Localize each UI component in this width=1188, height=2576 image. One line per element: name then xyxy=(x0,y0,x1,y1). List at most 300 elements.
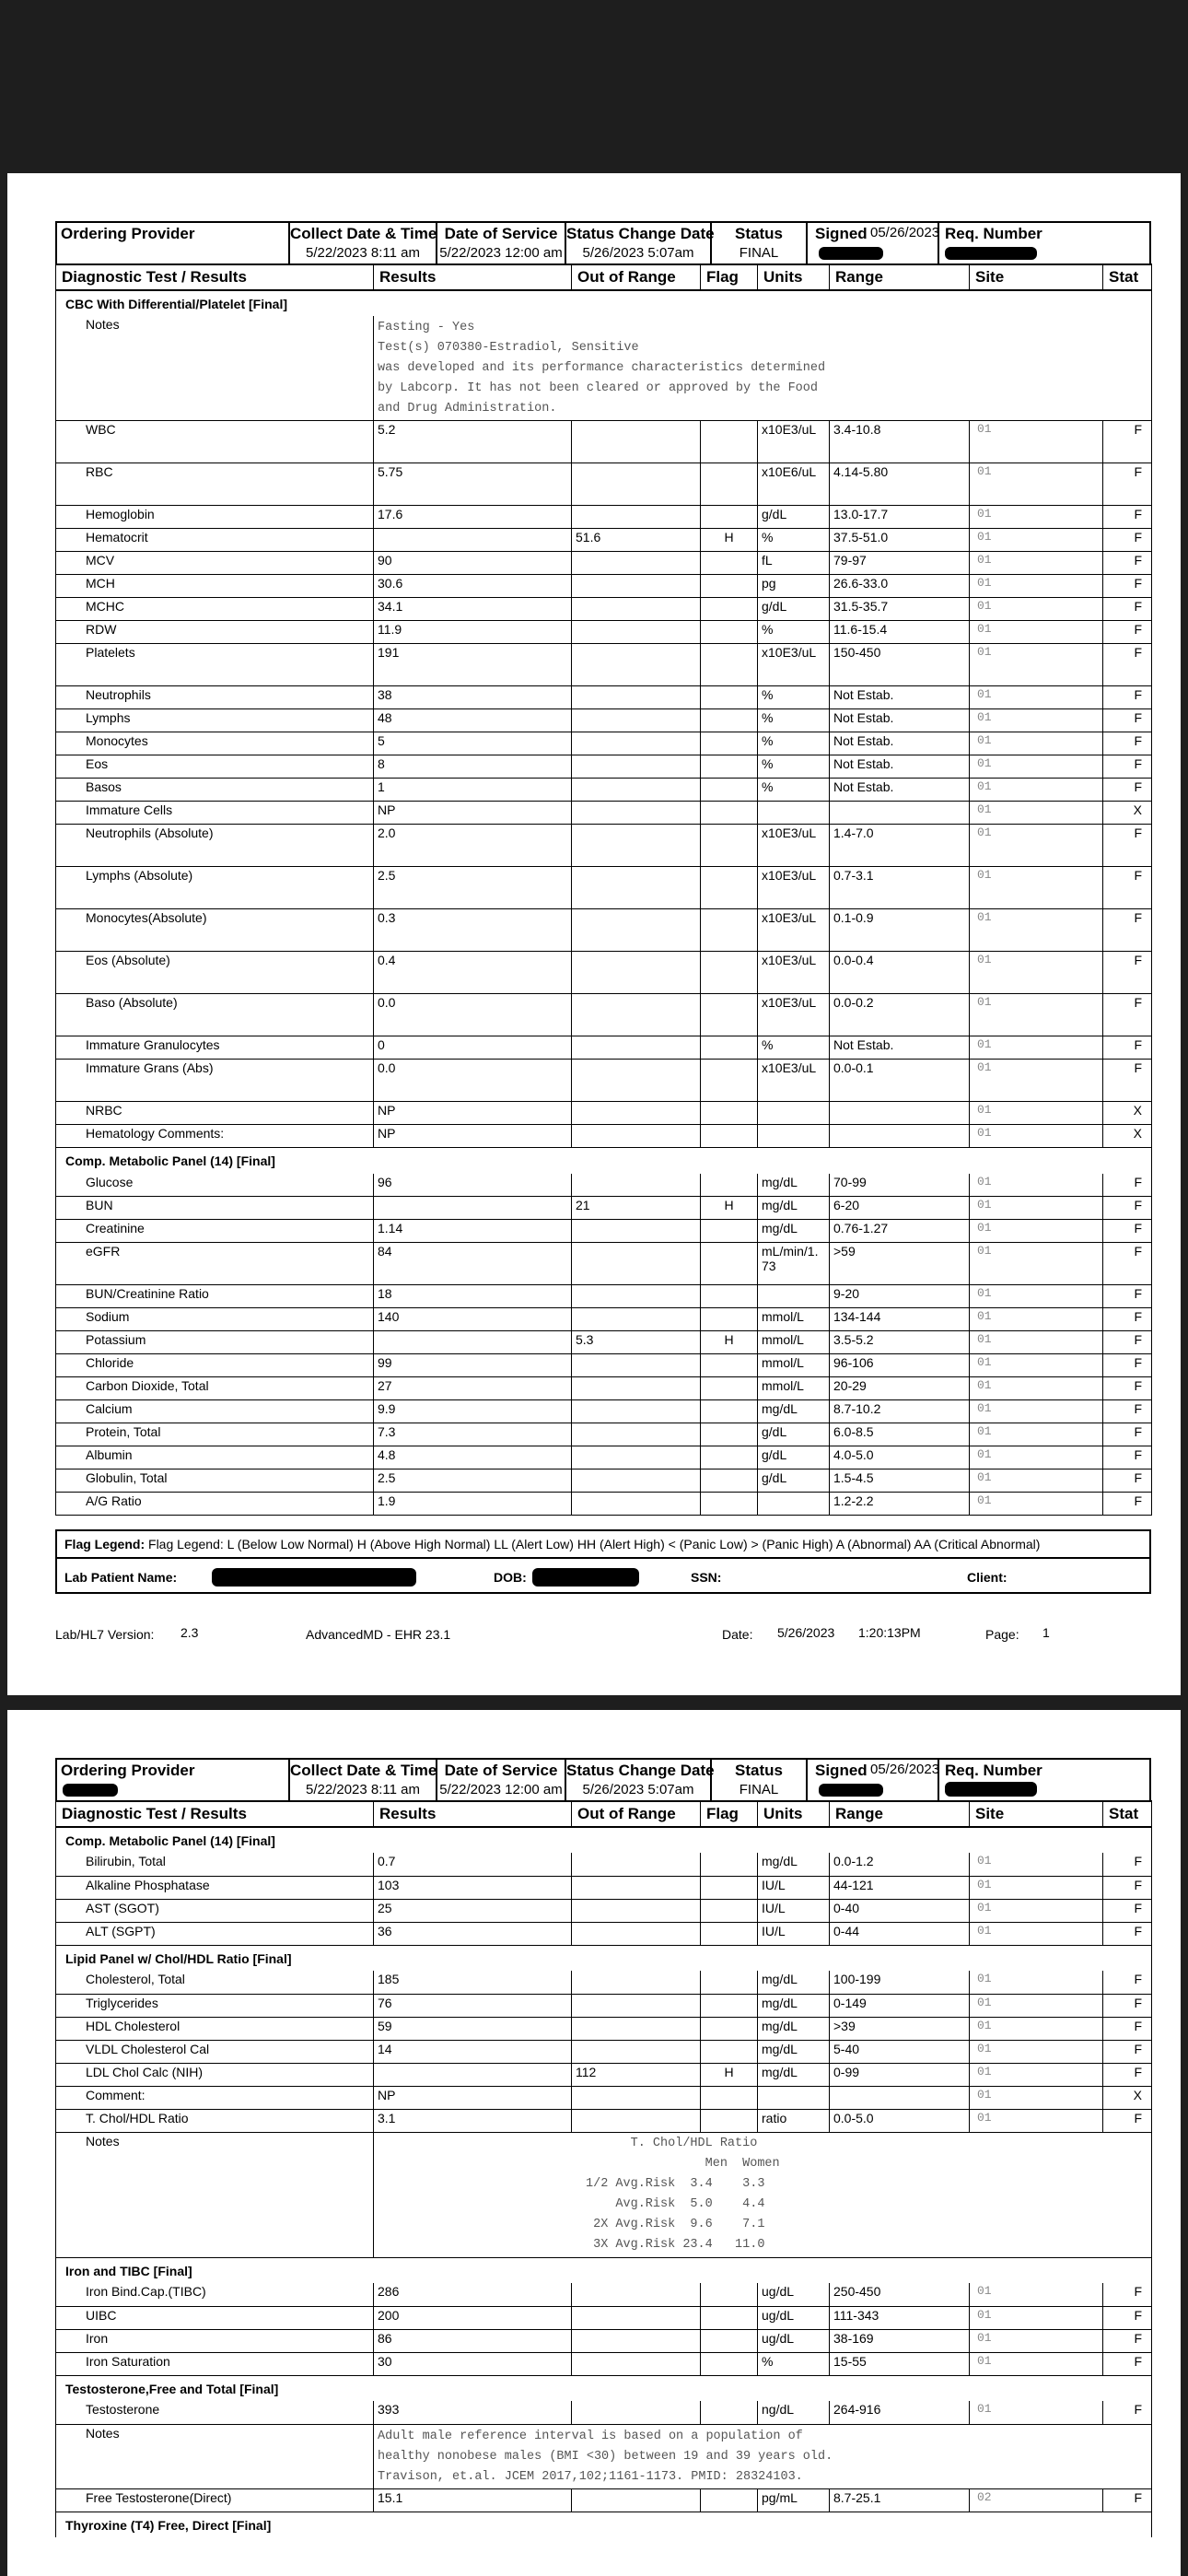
out-of-range-value xyxy=(572,779,701,802)
flag-value xyxy=(701,1922,758,1945)
flag-value xyxy=(701,1285,758,1308)
notes-text: Adult male reference interval is based on a population of healthy nonobese males (BMI <30) between 19 and 39 years old. Travison, et.al. JCEM 2017,102;1161-1173. PMID: 28324103. xyxy=(374,2424,1152,2488)
reference-range: 3.4-10.8 xyxy=(830,421,970,463)
site-code: 01 xyxy=(970,867,1103,909)
collect-date-cell xyxy=(290,1760,437,1800)
result-row xyxy=(56,2017,1152,2040)
site-code: 01 xyxy=(970,1400,1103,1423)
units-value: % xyxy=(758,755,830,779)
notes-row xyxy=(56,316,1152,421)
stat-code: F xyxy=(1103,2063,1152,2086)
flag-value xyxy=(701,994,758,1036)
reference-range xyxy=(830,2086,970,2109)
test-name: Testosterone xyxy=(56,2401,374,2424)
test-name: Iron xyxy=(56,2329,374,2352)
units-value: mg/dL xyxy=(758,1853,830,1876)
out-of-range-value xyxy=(572,825,701,867)
site-code: 01 xyxy=(970,2329,1103,2352)
out-of-range-value xyxy=(572,1174,701,1197)
redacted-req-number xyxy=(945,1782,1037,1797)
reference-range: Not Estab. xyxy=(830,732,970,755)
result-row xyxy=(56,1243,1152,1285)
stat-code: F xyxy=(1103,1285,1152,1308)
reference-range: 0.0-0.2 xyxy=(830,994,970,1036)
collect-date-label: Collect Date & Time xyxy=(290,225,437,242)
result-row xyxy=(56,1125,1152,1148)
section-title: CBC With Differential/Platelet [Final] xyxy=(56,290,1152,316)
result-value: 7.3 xyxy=(374,1423,572,1446)
result-row xyxy=(56,2329,1152,2352)
result-value: 185 xyxy=(374,1971,572,1994)
flag-value xyxy=(701,732,758,755)
section-header xyxy=(56,1827,1152,1853)
result-value: 1 xyxy=(374,779,572,802)
flag-value xyxy=(701,1493,758,1516)
units-value xyxy=(758,1285,830,1308)
result-row xyxy=(56,2040,1152,2063)
results-table xyxy=(55,263,1152,1516)
out-of-range-value xyxy=(572,1060,701,1102)
result-row xyxy=(56,1308,1152,1331)
result-value: 393 xyxy=(374,2401,572,2424)
reference-range: 9-20 xyxy=(830,1285,970,1308)
result-row xyxy=(56,1423,1152,1446)
site-code: 01 xyxy=(970,463,1103,506)
service-date-value: 5/22/2023 12:00 am xyxy=(439,1782,563,1797)
site-code: 01 xyxy=(970,621,1103,644)
out-of-range-value xyxy=(572,2401,701,2424)
results-table xyxy=(55,1800,1152,2537)
col-site: Site xyxy=(970,264,1103,290)
result-row xyxy=(56,909,1152,952)
test-name: MCV xyxy=(56,552,374,575)
units-value: mg/dL xyxy=(758,1174,830,1197)
result-value: 30.6 xyxy=(374,575,572,598)
out-of-range-value xyxy=(572,2306,701,2329)
result-row xyxy=(56,1285,1152,1308)
reference-range: 13.0-17.7 xyxy=(830,506,970,529)
test-name: VLDL Cholesterol Cal xyxy=(56,2040,374,2063)
result-row xyxy=(56,1354,1152,1377)
reference-range: 8.7-10.2 xyxy=(830,1400,970,1423)
out-of-range-value xyxy=(572,686,701,709)
reference-range: 6.0-8.5 xyxy=(830,1423,970,1446)
reference-range xyxy=(830,802,970,825)
out-of-range-value xyxy=(572,598,701,621)
notes-label: Notes xyxy=(56,2132,374,2257)
site-code: 01 xyxy=(970,755,1103,779)
reference-range: 70-99 xyxy=(830,1174,970,1197)
col-out-of-range: Out of Range xyxy=(572,264,701,290)
flag-value xyxy=(701,552,758,575)
out-of-range-value xyxy=(572,2086,701,2109)
out-of-range-value xyxy=(572,552,701,575)
section-header xyxy=(56,2512,1152,2537)
site-code: 01 xyxy=(970,1102,1103,1125)
units-value: x10E3/uL xyxy=(758,952,830,994)
units-value: ratio xyxy=(758,2109,830,2132)
result-row xyxy=(56,1377,1152,1400)
col-flag: Flag xyxy=(701,1801,758,1827)
report-header xyxy=(55,221,1151,265)
result-value: 86 xyxy=(374,2329,572,2352)
test-name: Calcium xyxy=(56,1400,374,1423)
flag-value xyxy=(701,2283,758,2306)
site-code: 01 xyxy=(970,575,1103,598)
col-range: Range xyxy=(830,1801,970,1827)
out-of-range-value xyxy=(572,2283,701,2306)
test-name: NRBC xyxy=(56,1102,374,1125)
print-date-value: 5/26/2023 xyxy=(777,1625,835,1640)
result-row xyxy=(56,575,1152,598)
units-value: IU/L xyxy=(758,1876,830,1899)
test-name: Glucose xyxy=(56,1174,374,1197)
result-value: 14 xyxy=(374,2040,572,2063)
site-code: 01 xyxy=(970,2109,1103,2132)
reference-range: 20-29 xyxy=(830,1377,970,1400)
reference-range: 0-44 xyxy=(830,1922,970,1945)
column-header-row xyxy=(56,264,1152,290)
result-row xyxy=(56,994,1152,1036)
site-code: 01 xyxy=(970,686,1103,709)
stat-code: F xyxy=(1103,909,1152,952)
site-code: 01 xyxy=(970,2063,1103,2086)
reference-range: Not Estab. xyxy=(830,1036,970,1060)
flag-value: H xyxy=(701,1197,758,1220)
site-code: 01 xyxy=(970,1971,1103,1994)
reference-range: 0.76-1.27 xyxy=(830,1220,970,1243)
notes-row xyxy=(56,2424,1152,2488)
stat-code: F xyxy=(1103,2401,1152,2424)
out-of-range-value xyxy=(572,1899,701,1922)
result-value: 0.4 xyxy=(374,952,572,994)
flag-value xyxy=(701,1377,758,1400)
test-name: RDW xyxy=(56,621,374,644)
reference-range: 8.7-25.1 xyxy=(830,2488,970,2512)
stat-code: F xyxy=(1103,2109,1152,2132)
status-change-value: 5/26/2023 5:07am xyxy=(582,1782,694,1797)
units-value: mg/dL xyxy=(758,1994,830,2017)
stat-code: X xyxy=(1103,1102,1152,1125)
stat-code: F xyxy=(1103,506,1152,529)
col-units: Units xyxy=(758,264,830,290)
site-code: 01 xyxy=(970,825,1103,867)
out-of-range-value xyxy=(572,994,701,1036)
units-value: pg xyxy=(758,575,830,598)
out-of-range-value: 112 xyxy=(572,2063,701,2086)
test-name: UIBC xyxy=(56,2306,374,2329)
site-code: 01 xyxy=(970,1994,1103,2017)
flag-value xyxy=(701,1899,758,1922)
col-site: Site xyxy=(970,1801,1103,1827)
test-name: A/G Ratio xyxy=(56,1493,374,1516)
units-value: g/dL xyxy=(758,1446,830,1469)
ssn-label: SSN: xyxy=(691,1570,722,1585)
result-row xyxy=(56,644,1152,686)
units-value: ug/dL xyxy=(758,2329,830,2352)
stat-code: F xyxy=(1103,1493,1152,1516)
test-name: Monocytes xyxy=(56,732,374,755)
result-value: 27 xyxy=(374,1377,572,1400)
result-value: NP xyxy=(374,1102,572,1125)
test-name: Eos xyxy=(56,755,374,779)
reference-range: 1.4-7.0 xyxy=(830,825,970,867)
stat-code: F xyxy=(1103,1423,1152,1446)
stat-code: F xyxy=(1103,552,1152,575)
result-value: 9.9 xyxy=(374,1400,572,1423)
stat-code: F xyxy=(1103,1400,1152,1423)
reference-range: Not Estab. xyxy=(830,709,970,732)
flag-value xyxy=(701,909,758,952)
result-row xyxy=(56,421,1152,463)
test-name: MCH xyxy=(56,575,374,598)
flag-value xyxy=(701,2488,758,2512)
result-value: 0 xyxy=(374,1036,572,1060)
stat-code: F xyxy=(1103,1036,1152,1060)
section-title: Testosterone,Free and Total [Final] xyxy=(56,2375,1152,2401)
units-value: mmol/L xyxy=(758,1377,830,1400)
notes-label: Notes xyxy=(56,2424,374,2488)
stat-code: F xyxy=(1103,421,1152,463)
test-name: Alkaline Phosphatase xyxy=(56,1876,374,1899)
stat-code: F xyxy=(1103,709,1152,732)
stat-code: F xyxy=(1103,1308,1152,1331)
out-of-range-value xyxy=(572,421,701,463)
result-value: 8 xyxy=(374,755,572,779)
section-title: Comp. Metabolic Panel (14) [Final] xyxy=(56,1148,1152,1174)
status-change-label: Status Change Date xyxy=(566,225,715,242)
result-value: 0.3 xyxy=(374,909,572,952)
result-value: 0.0 xyxy=(374,994,572,1036)
site-code: 01 xyxy=(970,1423,1103,1446)
units-value: x10E3/uL xyxy=(758,644,830,686)
reference-range: 37.5-51.0 xyxy=(830,529,970,552)
result-value: 1.14 xyxy=(374,1220,572,1243)
out-of-range-value xyxy=(572,909,701,952)
result-value: 76 xyxy=(374,1994,572,2017)
site-code: 01 xyxy=(970,1036,1103,1060)
units-value: g/dL xyxy=(758,1469,830,1493)
reference-range: 0-40 xyxy=(830,1899,970,1922)
col-out-of-range: Out of Range xyxy=(572,1801,701,1827)
test-name: T. Chol/HDL Ratio xyxy=(56,2109,374,2132)
units-value: g/dL xyxy=(758,598,830,621)
stat-code: F xyxy=(1103,1446,1152,1469)
flag-value xyxy=(701,1971,758,1994)
site-code: 01 xyxy=(970,1469,1103,1493)
flag-value xyxy=(701,2306,758,2329)
report-page-1 xyxy=(7,173,1181,1695)
result-row xyxy=(56,867,1152,909)
result-row xyxy=(56,2283,1152,2306)
status-value: FINAL xyxy=(739,1782,779,1797)
units-value: g/dL xyxy=(758,506,830,529)
reference-range: 96-106 xyxy=(830,1354,970,1377)
site-code: 01 xyxy=(970,421,1103,463)
result-row xyxy=(56,732,1152,755)
reference-range: 0.7-3.1 xyxy=(830,867,970,909)
reference-range: 100-199 xyxy=(830,1971,970,1994)
result-row xyxy=(56,506,1152,529)
site-code: 01 xyxy=(970,1060,1103,1102)
out-of-range-value xyxy=(572,2109,701,2132)
site-code: 01 xyxy=(970,1876,1103,1899)
page-number-value: 1 xyxy=(1042,1625,1050,1640)
out-of-range-value xyxy=(572,1853,701,1876)
reference-range: 264-916 xyxy=(830,2401,970,2424)
site-code: 01 xyxy=(970,2306,1103,2329)
reference-range xyxy=(830,1125,970,1148)
col-test: Diagnostic Test / Results xyxy=(56,264,374,290)
stat-code: F xyxy=(1103,867,1152,909)
result-value: 0.0 xyxy=(374,1060,572,1102)
result-value: 103 xyxy=(374,1876,572,1899)
notes-text: Fasting - Yes Test(s) 070380-Estradiol, Sensitive was developed and its performance characteristics determined by Labcorp. It has not been cleared or approved by the Food and Drug Administration. xyxy=(374,316,1152,421)
reference-range: 11.6-15.4 xyxy=(830,621,970,644)
site-code: 01 xyxy=(970,1493,1103,1516)
units-value: % xyxy=(758,732,830,755)
out-of-range-value xyxy=(572,1102,701,1125)
stat-code: F xyxy=(1103,1331,1152,1354)
flag-value xyxy=(701,2401,758,2424)
result-row xyxy=(56,1469,1152,1493)
test-name: BUN/Creatinine Ratio xyxy=(56,1285,374,1308)
site-code: 01 xyxy=(970,779,1103,802)
stat-code: F xyxy=(1103,621,1152,644)
result-row xyxy=(56,1493,1152,1516)
site-code: 01 xyxy=(970,1853,1103,1876)
units-value: x10E3/uL xyxy=(758,867,830,909)
collect-date-value: 5/22/2023 8:11 am xyxy=(306,245,420,261)
stat-code: F xyxy=(1103,1899,1152,1922)
flag-value xyxy=(701,644,758,686)
site-code: 01 xyxy=(970,2086,1103,2109)
flag-legend xyxy=(55,1529,1151,1559)
flag-value xyxy=(701,1354,758,1377)
section-header xyxy=(56,290,1152,316)
collect-date-label: Collect Date & Time xyxy=(290,1762,437,1779)
result-value: 4.8 xyxy=(374,1446,572,1469)
section-header xyxy=(56,2375,1152,2401)
section-header xyxy=(56,1148,1152,1174)
result-value: 5 xyxy=(374,732,572,755)
test-name: AST (SGOT) xyxy=(56,1899,374,1922)
site-code: 01 xyxy=(970,1197,1103,1220)
site-code: 01 xyxy=(970,2401,1103,2424)
section-title: Iron and TIBC [Final] xyxy=(56,2257,1152,2283)
stat-code: X xyxy=(1103,2086,1152,2109)
units-value: % xyxy=(758,621,830,644)
result-value: 1.9 xyxy=(374,1493,572,1516)
out-of-range-value xyxy=(572,1125,701,1148)
result-value: 5.2 xyxy=(374,421,572,463)
reference-range: 1.5-4.5 xyxy=(830,1469,970,1493)
test-name: Iron Saturation xyxy=(56,2352,374,2375)
result-value xyxy=(374,529,572,552)
result-row xyxy=(56,2401,1152,2424)
stat-code: F xyxy=(1103,1197,1152,1220)
service-date-label: Date of Service xyxy=(444,1762,558,1779)
result-row xyxy=(56,2109,1152,2132)
result-value: 99 xyxy=(374,1354,572,1377)
result-value: 2.0 xyxy=(374,825,572,867)
reference-range: 26.6-33.0 xyxy=(830,575,970,598)
result-row xyxy=(56,1036,1152,1060)
test-name: WBC xyxy=(56,421,374,463)
units-value xyxy=(758,1493,830,1516)
section-header xyxy=(56,1945,1152,1971)
result-value: 48 xyxy=(374,709,572,732)
section-header xyxy=(56,2257,1152,2283)
flag-value: H xyxy=(701,529,758,552)
result-row xyxy=(56,1220,1152,1243)
test-name: Lymphs xyxy=(56,709,374,732)
result-value: 191 xyxy=(374,644,572,686)
test-name: Lymphs (Absolute) xyxy=(56,867,374,909)
flag-legend-label: Flag Legend: xyxy=(64,1537,146,1551)
units-value: % xyxy=(758,686,830,709)
flag-value xyxy=(701,1036,758,1060)
units-value: mg/dL xyxy=(758,1197,830,1220)
stat-code: X xyxy=(1103,802,1152,825)
test-name: Eos (Absolute) xyxy=(56,952,374,994)
print-time-value: 1:20:13PM xyxy=(858,1625,921,1640)
result-row xyxy=(56,2306,1152,2329)
patient-footer xyxy=(55,1559,1151,1594)
out-of-range-value xyxy=(572,575,701,598)
site-code: 01 xyxy=(970,732,1103,755)
signed-label: Signed xyxy=(815,225,868,242)
units-value: mg/dL xyxy=(758,2017,830,2040)
out-of-range-value xyxy=(572,1354,701,1377)
reference-range: 31.5-35.7 xyxy=(830,598,970,621)
site-code: 01 xyxy=(970,1125,1103,1148)
site-code: 01 xyxy=(970,2352,1103,2375)
flag-value xyxy=(701,1174,758,1197)
site-code: 01 xyxy=(970,1354,1103,1377)
site-code: 01 xyxy=(970,709,1103,732)
result-row xyxy=(56,1899,1152,1922)
result-value xyxy=(374,1331,572,1354)
reference-range: 38-169 xyxy=(830,2329,970,2352)
site-code: 01 xyxy=(970,598,1103,621)
flag-value xyxy=(701,1243,758,1285)
out-of-range-value xyxy=(572,1971,701,1994)
out-of-range-value xyxy=(572,1876,701,1899)
service-date-label: Date of Service xyxy=(444,225,558,242)
ehr-version: AdvancedMD - EHR 23.1 xyxy=(306,1627,451,1642)
test-name: Iron Bind.Cap.(TIBC) xyxy=(56,2283,374,2306)
out-of-range-value xyxy=(572,1994,701,2017)
redacted-provider xyxy=(63,1784,118,1797)
result-value: 30 xyxy=(374,2352,572,2375)
result-value: 38 xyxy=(374,686,572,709)
result-row xyxy=(56,1853,1152,1876)
site-code: 01 xyxy=(970,1220,1103,1243)
out-of-range-value xyxy=(572,732,701,755)
col-stat: Stat xyxy=(1103,264,1152,290)
result-value: NP xyxy=(374,802,572,825)
flag-value xyxy=(701,1853,758,1876)
test-name: Platelets xyxy=(56,644,374,686)
reference-range: 79-97 xyxy=(830,552,970,575)
reference-range: 5-40 xyxy=(830,2040,970,2063)
test-name: Neutrophils (Absolute) xyxy=(56,825,374,867)
units-value: mg/dL xyxy=(758,1971,830,1994)
site-code: 01 xyxy=(970,1174,1103,1197)
ordering-provider-label: Ordering Provider xyxy=(61,225,195,242)
result-row xyxy=(56,2352,1152,2375)
